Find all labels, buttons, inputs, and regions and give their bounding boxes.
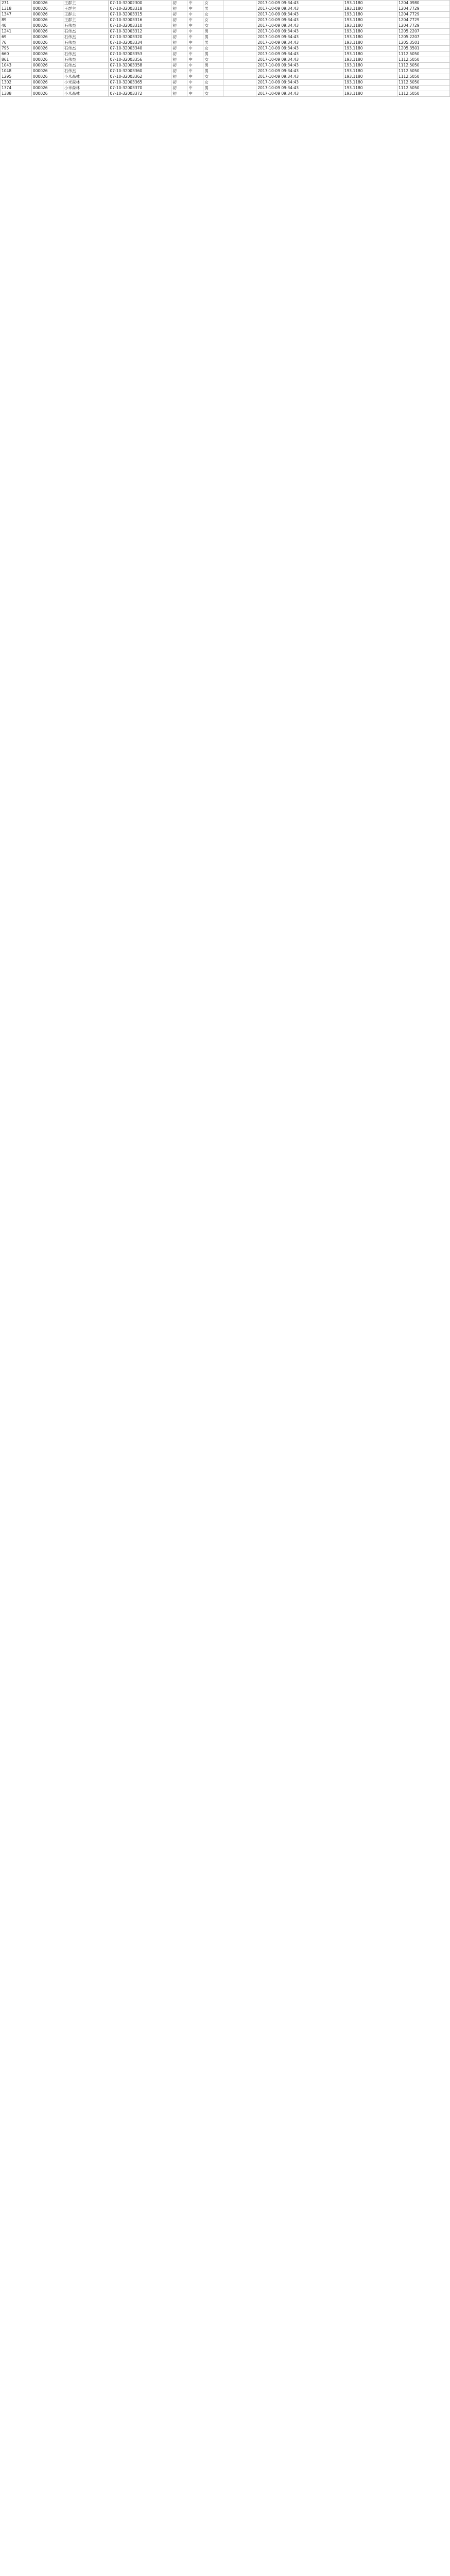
- cell-price: 1112.5050: [397, 52, 450, 57]
- cell-res: 中: [187, 1, 203, 6]
- cell-cls: 初: [171, 35, 187, 40]
- cell-no: 07-10-32003316: [109, 18, 171, 23]
- table-row: [1, 63, 450, 69]
- cell-no: 07-10-32003340: [109, 46, 171, 52]
- cell-id: 76: [1, 40, 32, 46]
- table-row: [1, 1, 450, 6]
- cell-time: 2017-10-09 09:34:43: [256, 40, 343, 46]
- cell-code: 000026: [31, 69, 63, 74]
- cell-code: 000026: [31, 1, 63, 6]
- cell-id: 660: [1, 52, 32, 57]
- records-table: [0, 0, 450, 97]
- cell-val: 193.1180: [343, 23, 397, 29]
- cell-code: 000026: [31, 23, 63, 29]
- cell-area: [223, 46, 256, 52]
- cell-area: [223, 91, 256, 97]
- cell-code: 000026: [31, 40, 63, 46]
- cell-code: 000026: [31, 46, 63, 52]
- table-row: [1, 18, 450, 23]
- cell-area: [223, 18, 256, 23]
- cell-no: 07-10-32003353: [109, 52, 171, 57]
- cell-id: 795: [1, 46, 32, 52]
- cell-id: 1347: [1, 12, 32, 18]
- cell-area: [223, 57, 256, 63]
- cell-no: 07-10-32003320: [109, 35, 171, 40]
- cell-id: 1241: [1, 29, 32, 35]
- cell-val: 193.1180: [343, 86, 397, 91]
- cell-val: 193.1180: [343, 57, 397, 63]
- cell-name: 石伟杰: [63, 46, 109, 52]
- cell-val: 193.1180: [343, 80, 397, 86]
- table-row: [1, 80, 450, 86]
- cell-time: 2017-10-09 09:34:43: [256, 29, 343, 35]
- cell-name: 王群主: [63, 6, 109, 12]
- cell-cls: 初: [171, 74, 187, 80]
- cell-no: 07-10-32003318: [109, 6, 171, 12]
- cell-res: 中: [187, 46, 203, 52]
- cell-res: 中: [187, 86, 203, 91]
- cell-val: 193.1180: [343, 63, 397, 69]
- cell-price: 1112.5050: [397, 86, 450, 91]
- cell-code: 000026: [31, 63, 63, 69]
- cell-name: 小米森林: [63, 74, 109, 80]
- cell-res: 中: [187, 91, 203, 97]
- cell-cat: 男: [203, 69, 223, 74]
- cell-area: [223, 35, 256, 40]
- cell-name: 石伟杰: [63, 29, 109, 35]
- cell-id: 1318: [1, 6, 32, 12]
- cell-cat: 女: [203, 12, 223, 18]
- cell-val: 193.1180: [343, 52, 397, 57]
- table-row: [1, 23, 450, 29]
- cell-cat: 女: [203, 18, 223, 23]
- cell-cls: 初: [171, 46, 187, 52]
- cell-id: 1043: [1, 63, 32, 69]
- cell-res: 中: [187, 40, 203, 46]
- cell-time: 2017-10-09 09:34:43: [256, 52, 343, 57]
- cell-cat: 女: [203, 1, 223, 6]
- cell-cat: 男: [203, 52, 223, 57]
- cell-cls: 初: [171, 23, 187, 29]
- cell-val: 193.1180: [343, 1, 397, 6]
- cell-no: 07-10-32003356: [109, 57, 171, 63]
- table-row: [1, 35, 450, 40]
- cell-no: 07-10-32003372: [109, 91, 171, 97]
- cell-price: 1205.2207: [397, 35, 450, 40]
- cell-res: 中: [187, 52, 203, 57]
- table-row: [1, 86, 450, 91]
- cell-code: 000026: [31, 12, 63, 18]
- cell-price: 1204.0980: [397, 1, 450, 6]
- cell-cat: 女: [203, 23, 223, 29]
- cell-time: 2017-10-09 09:34:43: [256, 12, 343, 18]
- cell-time: 2017-10-09 09:34:43: [256, 18, 343, 23]
- cell-id: 861: [1, 57, 32, 63]
- cell-price: 1112.5050: [397, 63, 450, 69]
- cell-price: 1112.5050: [397, 74, 450, 80]
- cell-name: 石伟杰: [63, 57, 109, 63]
- cell-val: 193.1180: [343, 12, 397, 18]
- cell-cls: 初: [171, 91, 187, 97]
- cell-price: 1112.5050: [397, 80, 450, 86]
- cell-cls: 初: [171, 40, 187, 46]
- table-row: [1, 29, 450, 35]
- cell-time: 2017-10-09 09:34:43: [256, 69, 343, 74]
- cell-cat: 女: [203, 57, 223, 63]
- cell-code: 000026: [31, 91, 63, 97]
- cell-val: 193.1180: [343, 18, 397, 23]
- cell-name: 石伟杰: [63, 69, 109, 74]
- cell-cls: 初: [171, 6, 187, 12]
- cell-cat: 男: [203, 63, 223, 69]
- cell-id: 40: [1, 23, 32, 29]
- cell-code: 000026: [31, 6, 63, 12]
- cell-name: 王群主: [63, 12, 109, 18]
- cell-val: 193.1180: [343, 29, 397, 35]
- cell-area: [223, 6, 256, 12]
- cell-res: 中: [187, 63, 203, 69]
- cell-no: 07-10-32003370: [109, 86, 171, 91]
- cell-res: 中: [187, 6, 203, 12]
- cell-no: 07-10-32003362: [109, 74, 171, 80]
- cell-no: 07-10-32003358: [109, 63, 171, 69]
- cell-time: 2017-10-09 09:34:43: [256, 6, 343, 12]
- cell-name: 小米森林: [63, 91, 109, 97]
- cell-no: 07-10-32003334: [109, 40, 171, 46]
- cell-area: [223, 69, 256, 74]
- cell-name: 王群主: [63, 18, 109, 23]
- cell-cls: 初: [171, 1, 187, 6]
- cell-res: 中: [187, 80, 203, 86]
- cell-area: [223, 86, 256, 91]
- cell-val: 193.1180: [343, 40, 397, 46]
- cell-no: 07-10-32003310: [109, 23, 171, 29]
- cell-time: 2017-10-09 09:34:43: [256, 74, 343, 80]
- cell-price: 1205.3501: [397, 40, 450, 46]
- table-row: [1, 12, 450, 18]
- cell-time: 2017-10-09 09:34:43: [256, 80, 343, 86]
- table-row: [1, 74, 450, 80]
- cell-val: 193.1180: [343, 74, 397, 80]
- cell-cat: 女: [203, 74, 223, 80]
- table-row: [1, 52, 450, 57]
- cell-no: 07-10-32003312: [109, 29, 171, 35]
- cell-cls: 初: [171, 69, 187, 74]
- cell-time: 2017-10-09 09:34:43: [256, 91, 343, 97]
- cell-cat: 男: [203, 86, 223, 91]
- cell-area: [223, 23, 256, 29]
- cell-area: [223, 52, 256, 57]
- cell-cls: 初: [171, 52, 187, 57]
- cell-code: 000026: [31, 52, 63, 57]
- cell-id: 1048: [1, 69, 32, 74]
- cell-val: 193.1180: [343, 46, 397, 52]
- table-row: [1, 46, 450, 52]
- table-row: [1, 6, 450, 12]
- cell-cls: 初: [171, 12, 187, 18]
- cell-id: 1374: [1, 86, 32, 91]
- cell-price: 1205.2207: [397, 29, 450, 35]
- cell-cls: 初: [171, 57, 187, 63]
- cell-price: 1112.5050: [397, 69, 450, 74]
- cell-no: 07-10-32002300: [109, 1, 171, 6]
- cell-time: 2017-10-09 09:34:43: [256, 86, 343, 91]
- cell-res: 中: [187, 57, 203, 63]
- cell-res: 中: [187, 29, 203, 35]
- cell-area: [223, 80, 256, 86]
- cell-cls: 初: [171, 80, 187, 86]
- cell-id: 1388: [1, 91, 32, 97]
- cell-code: 000026: [31, 29, 63, 35]
- cell-cls: 初: [171, 18, 187, 23]
- cell-name: 石伟杰: [63, 52, 109, 57]
- cell-val: 193.1180: [343, 35, 397, 40]
- cell-name: 小米森林: [63, 80, 109, 86]
- cell-id: 1302: [1, 80, 32, 86]
- cell-val: 193.1180: [343, 69, 397, 74]
- table-row: [1, 91, 450, 97]
- cell-name: 石伟杰: [63, 23, 109, 29]
- records-body: [1, 1, 450, 97]
- cell-cat: 男: [203, 35, 223, 40]
- table-row: [1, 69, 450, 74]
- cell-area: [223, 29, 256, 35]
- cell-cat: 女: [203, 91, 223, 97]
- cell-cat: 女: [203, 80, 223, 86]
- cell-price: 1205.3501: [397, 46, 450, 52]
- cell-area: [223, 74, 256, 80]
- cell-cat: 男: [203, 29, 223, 35]
- cell-res: 中: [187, 69, 203, 74]
- cell-val: 193.1180: [343, 6, 397, 12]
- cell-id: 271: [1, 1, 32, 6]
- cell-price: 1204.7729: [397, 6, 450, 12]
- cell-cat: 男: [203, 6, 223, 12]
- cell-code: 000026: [31, 74, 63, 80]
- cell-no: 07-10-32003315: [109, 12, 171, 18]
- cell-price: 1204.7729: [397, 12, 450, 18]
- cell-code: 000026: [31, 35, 63, 40]
- cell-no: 07-10-32003365: [109, 80, 171, 86]
- cell-time: 2017-10-09 09:34:43: [256, 63, 343, 69]
- cell-name: 小米森林: [63, 86, 109, 91]
- cell-name: 王群主: [63, 1, 109, 6]
- cell-id: 1295: [1, 74, 32, 80]
- cell-code: 000026: [31, 18, 63, 23]
- cell-name: 石伟杰: [63, 35, 109, 40]
- cell-code: 000026: [31, 80, 63, 86]
- cell-cls: 初: [171, 86, 187, 91]
- cell-res: 中: [187, 12, 203, 18]
- cell-time: 2017-10-09 09:34:43: [256, 57, 343, 63]
- cell-name: 石伟杰: [63, 63, 109, 69]
- cell-name: 石伟杰: [63, 40, 109, 46]
- cell-area: [223, 12, 256, 18]
- cell-cat: 女: [203, 46, 223, 52]
- cell-time: 2017-10-09 09:34:43: [256, 23, 343, 29]
- cell-area: [223, 40, 256, 46]
- cell-price: 1112.5050: [397, 57, 450, 63]
- cell-time: 2017-10-09 09:34:43: [256, 1, 343, 6]
- cell-res: 中: [187, 74, 203, 80]
- cell-res: 中: [187, 23, 203, 29]
- cell-area: [223, 63, 256, 69]
- cell-area: [223, 1, 256, 6]
- cell-price: 1112.5050: [397, 91, 450, 97]
- cell-code: 000026: [31, 57, 63, 63]
- cell-id: 69: [1, 35, 32, 40]
- cell-res: 中: [187, 18, 203, 23]
- cell-cls: 初: [171, 63, 187, 69]
- cell-time: 2017-10-09 09:34:43: [256, 46, 343, 52]
- cell-cls: 初: [171, 29, 187, 35]
- cell-price: 1204.7729: [397, 18, 450, 23]
- cell-val: 193.1180: [343, 91, 397, 97]
- cell-id: 89: [1, 18, 32, 23]
- table-row: [1, 57, 450, 63]
- cell-no: 07-10-32003360: [109, 69, 171, 74]
- cell-cat: 男: [203, 40, 223, 46]
- cell-res: 中: [187, 35, 203, 40]
- cell-price: 1204.7729: [397, 23, 450, 29]
- cell-time: 2017-10-09 09:34:43: [256, 35, 343, 40]
- cell-code: 000026: [31, 86, 63, 91]
- table-row: [1, 40, 450, 46]
